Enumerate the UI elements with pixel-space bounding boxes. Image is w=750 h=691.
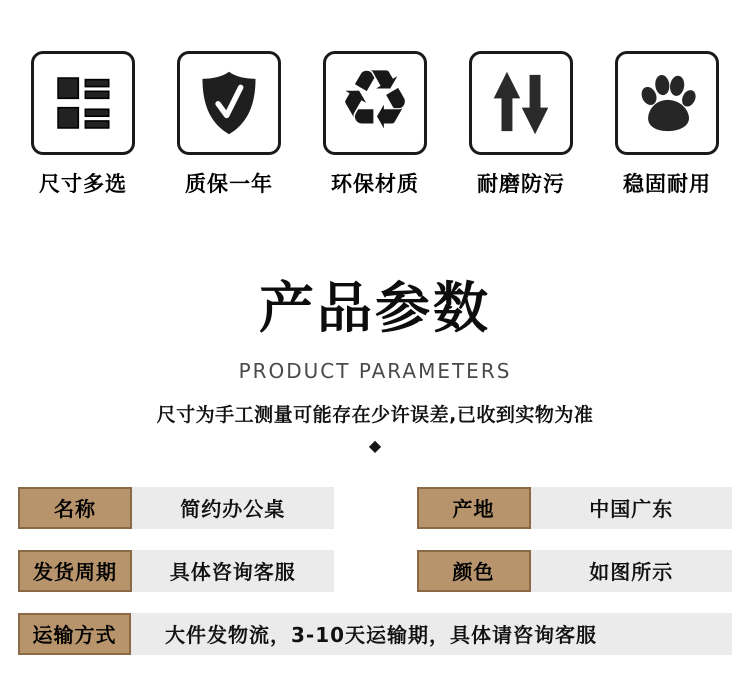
feature-label: 质保一年 <box>185 172 273 196</box>
parameters-table <box>0 487 750 655</box>
param-label: 名称 <box>18 487 132 529</box>
param-shipping-method <box>18 613 732 655</box>
feature-box <box>31 51 135 155</box>
params-row-2 <box>18 550 732 592</box>
feature-box <box>615 51 719 155</box>
param-value: 简约办公桌 <box>132 487 334 529</box>
param-label: 颜色 <box>417 550 531 592</box>
param-value: 如图所示 <box>531 550 733 592</box>
param-value: 中国广东 <box>531 487 733 529</box>
param-value: 大件发物流，3-10天运输期，具体请咨询客服 <box>131 613 732 655</box>
feature-box <box>323 51 427 155</box>
feature-size-options <box>30 51 136 198</box>
param-label: 发货周期 <box>18 550 132 592</box>
features-row <box>0 0 750 198</box>
param-label: 产地 <box>417 487 531 529</box>
params-row-1 <box>18 487 732 529</box>
params-row-3 <box>18 613 732 655</box>
feature-label: 环保材质 <box>331 172 419 196</box>
recycle-icon: ♻ <box>338 53 412 148</box>
param-color <box>417 550 733 592</box>
param-value: 具体咨询客服 <box>132 550 334 592</box>
param-name <box>18 487 334 529</box>
feature-warranty <box>176 51 282 198</box>
diamond-divider-icon: ◆ <box>368 435 382 455</box>
param-origin <box>417 487 733 529</box>
title-section <box>0 278 750 454</box>
feature-label: 尺寸多选 <box>39 172 127 196</box>
page-title: 产品参数 <box>258 276 491 340</box>
param-shipping-cycle <box>18 550 334 592</box>
feature-wear-resistant <box>468 51 574 198</box>
param-label: 运输方式 <box>18 613 131 655</box>
feature-box <box>469 51 573 155</box>
feature-eco-material <box>322 51 428 198</box>
feature-durable <box>614 51 720 198</box>
shield-check-icon <box>190 64 268 142</box>
arrows-up-down-icon <box>482 64 560 142</box>
page-subtitle: PRODUCT PARAMETERS <box>238 358 512 383</box>
measurement-note: 尺寸为手工测量可能存在少许误差,已收到实物为准 <box>156 403 594 426</box>
paw-icon <box>628 64 706 142</box>
feature-box <box>177 51 281 155</box>
feature-label: 耐磨防污 <box>477 172 565 196</box>
feature-label: 稳固耐用 <box>623 172 711 196</box>
grid-list-icon <box>44 64 122 142</box>
